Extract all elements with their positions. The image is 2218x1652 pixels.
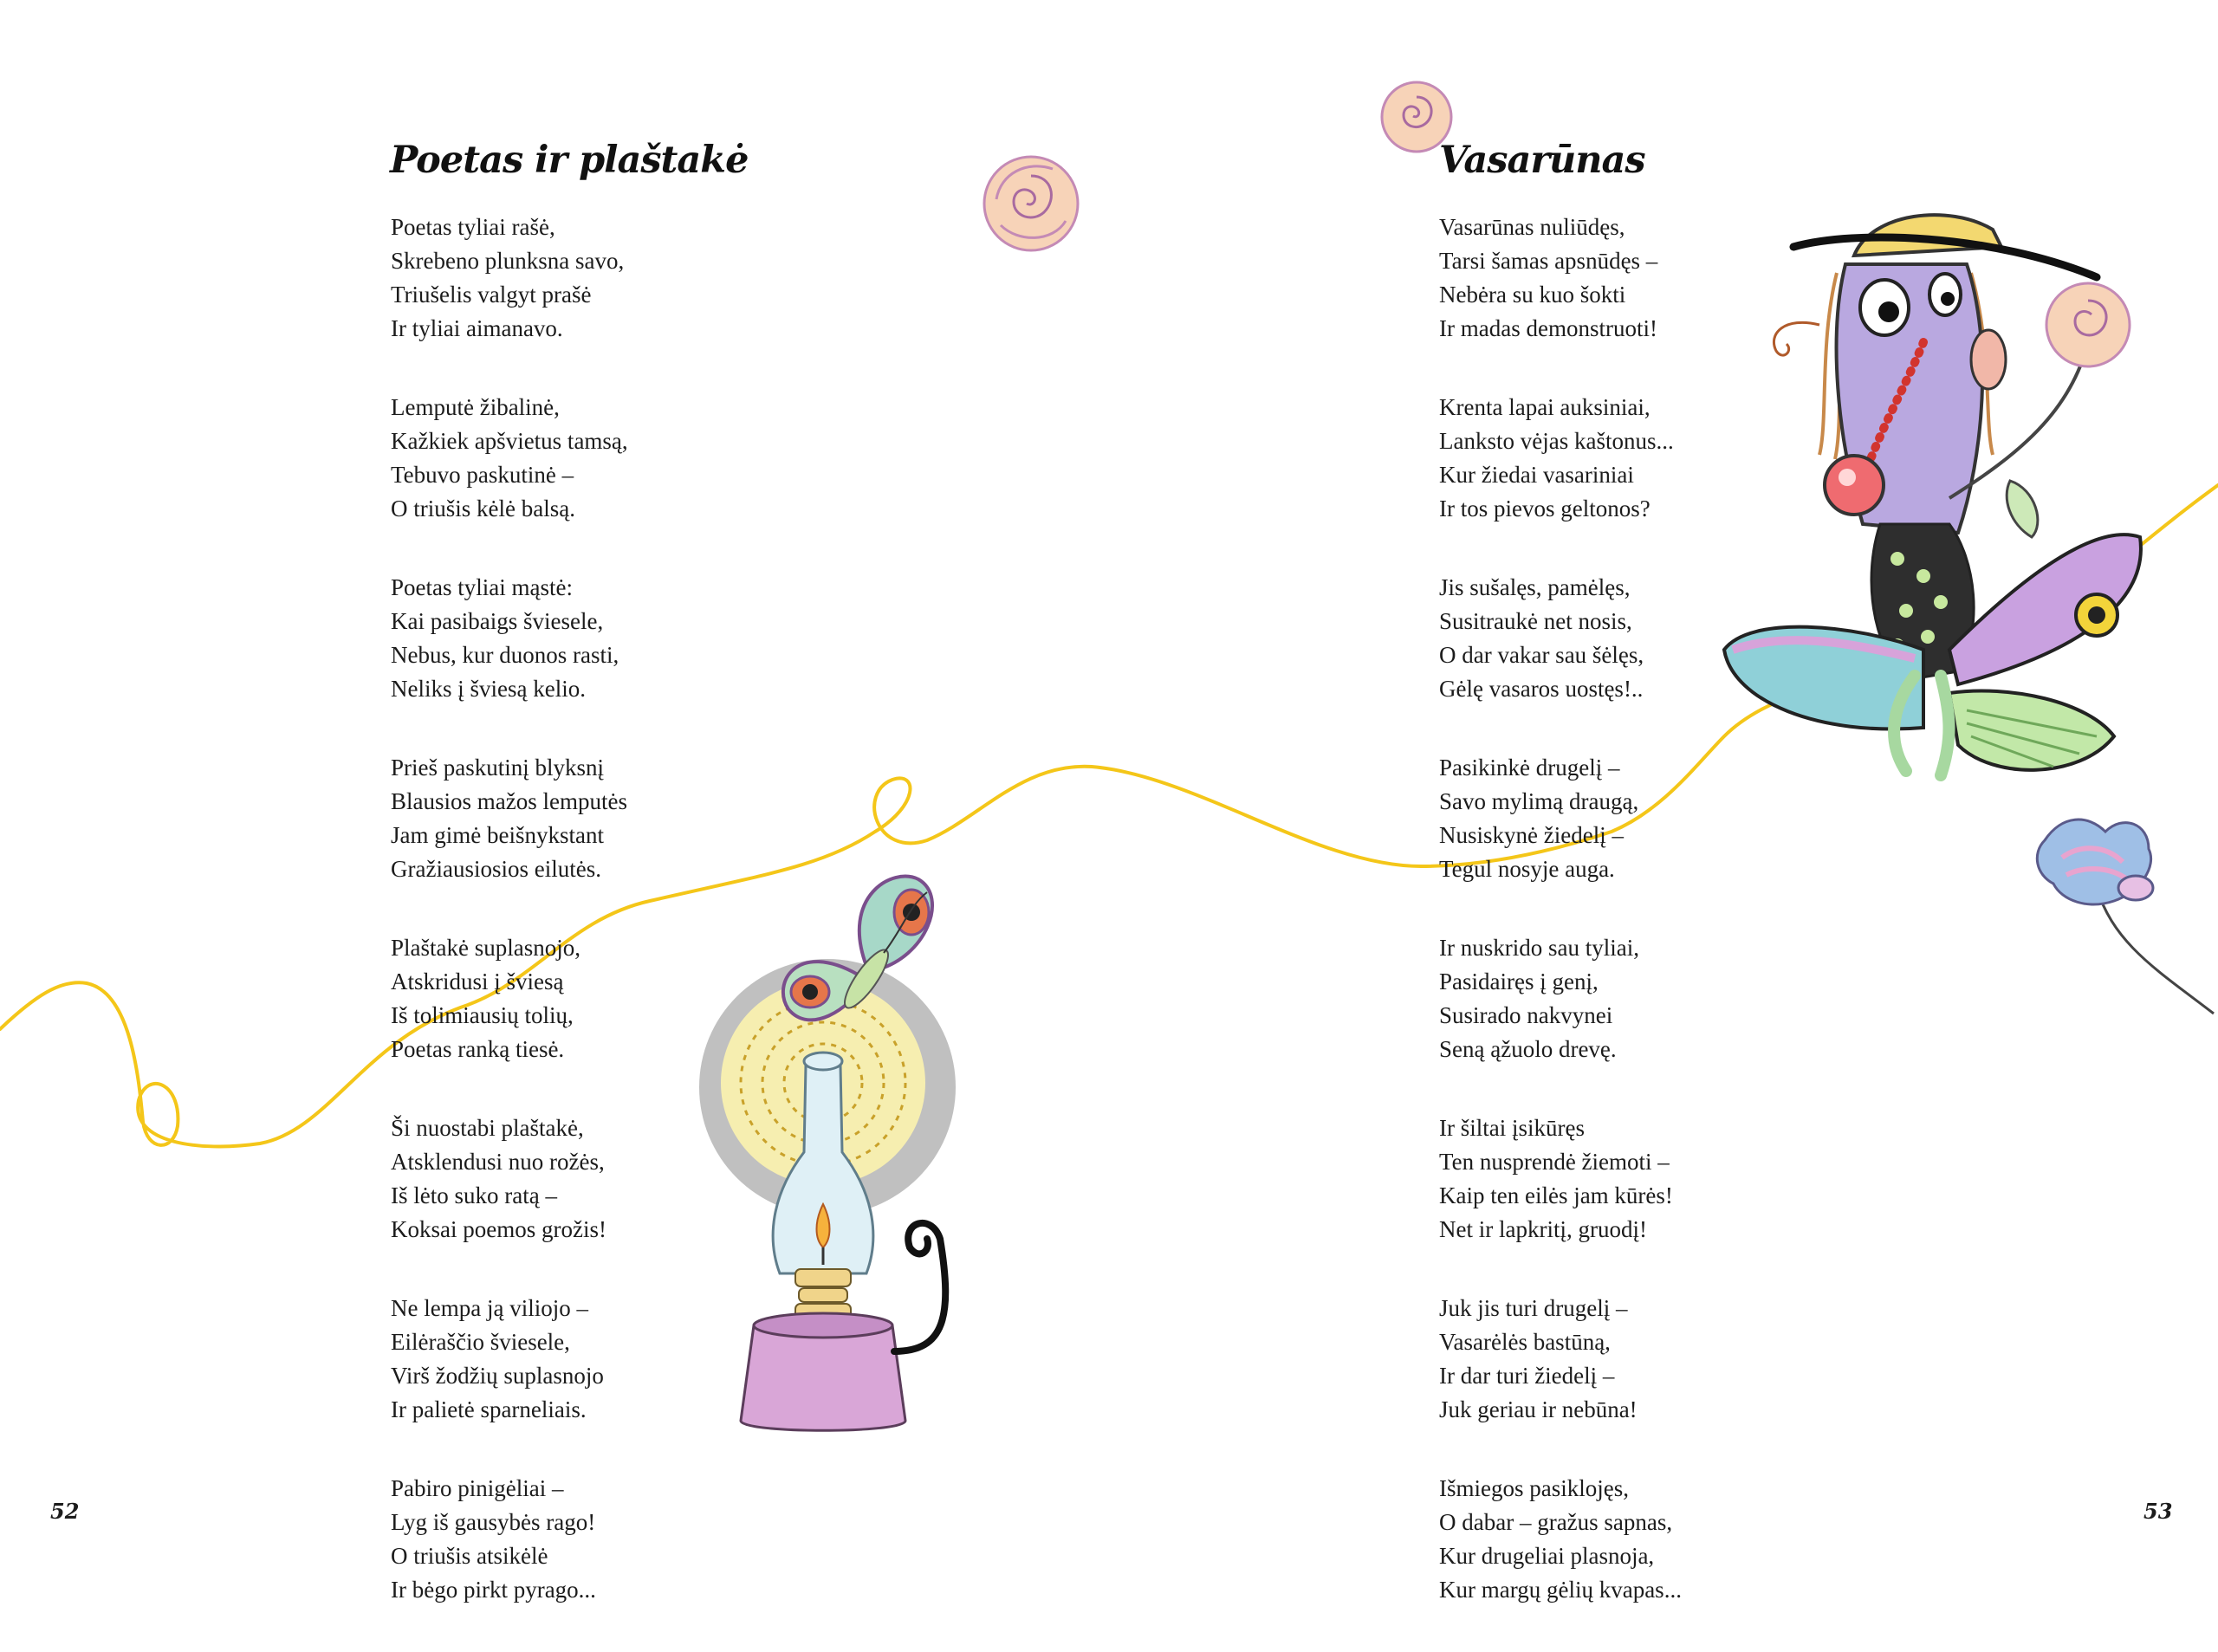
- poem-line: Ir bėgo pirkt pyrago...: [391, 1577, 596, 1603]
- poem-line: Ir dar turi žiedelį –: [1439, 1363, 1615, 1389]
- stanza: [1439, 931, 1682, 1066]
- poem-line: Eilėraščio šviesele,: [391, 1329, 570, 1355]
- poem-line: Atsklendusi nuo rožės,: [391, 1149, 605, 1175]
- poem-title-left: Poetas ir plaštakė: [390, 139, 749, 182]
- poem-line: Poetas ranką tiesė.: [391, 1036, 565, 1062]
- stanza: [1439, 751, 1682, 886]
- poem-line: Ten nusprendė žiemoti –: [1439, 1149, 1670, 1175]
- poem-line: Poetas tyliai rašė,: [391, 214, 555, 240]
- poem-line: O triušis kėlė balsą.: [391, 496, 575, 522]
- poem-line: Jis sušalęs, pamėlęs,: [1439, 574, 1631, 600]
- poem-line: Kažkiek apšvietus tamsą,: [391, 428, 628, 454]
- poem-line: Pasidairęs į genį,: [1439, 969, 1599, 994]
- blue-flower-icon: [2027, 806, 2218, 1022]
- page-number-right: 53: [2143, 1499, 2173, 1524]
- stanza: [1439, 211, 1682, 346]
- stanza: [391, 571, 628, 706]
- page-number-left: 52: [50, 1499, 80, 1524]
- rose-icon: [1378, 78, 1456, 156]
- poem-line: Skrebeno plunksna savo,: [391, 248, 625, 274]
- poem-title-right: Vasarūnas: [1439, 139, 1645, 182]
- poem-body-left: [391, 211, 628, 1652]
- poem-line: Net ir lapkritį, gruodį!: [1439, 1216, 1647, 1242]
- poem-line: Kai pasibaigs šviesele,: [391, 608, 604, 634]
- stanza: [391, 1472, 628, 1607]
- poem-line: Ir šiltai įsikūręs: [1439, 1115, 1585, 1141]
- poem-line: Pabiro pinigėliai –: [391, 1475, 564, 1501]
- poem-line: Ir tyliai aimanavo.: [391, 315, 563, 341]
- poem-line: Vasarėlės bastūną,: [1439, 1329, 1611, 1355]
- poem-line: Pasikinkė drugelį –: [1439, 755, 1620, 781]
- poem-line: Krenta lapai auksiniai,: [1439, 394, 1651, 420]
- poem-line: Tegul nosyje auga.: [1439, 856, 1615, 882]
- poem-line: Susitraukė net nosis,: [1439, 608, 1632, 634]
- poem-line: Savo mylimą draugą,: [1439, 788, 1639, 814]
- right-page: [1109, 0, 2218, 1603]
- poem-line: Neliks į šviesą kelio.: [391, 676, 586, 702]
- poem-line: Kur žiedai vasariniai: [1439, 462, 1634, 488]
- stanza: [1439, 1472, 1682, 1607]
- poem-line: Tarsi šamas apsnūdęs –: [1439, 248, 1658, 274]
- poem-line: Triušelis valgyt prašė: [391, 282, 592, 308]
- stanza: [391, 1111, 628, 1247]
- poem-line: Ir nuskrido sau tyliai,: [1439, 935, 1639, 961]
- poem-line: Išmiegos pasiklojęs,: [1439, 1475, 1629, 1501]
- poem-line: Gėlę vasaros uostęs!..: [1439, 676, 1644, 702]
- poem-line: Lanksto vėjas kaštonus...: [1439, 428, 1674, 454]
- poem-line: Plaštakė suplasnojo,: [391, 935, 580, 961]
- poem-line: Ši nuostabi plaštakė,: [391, 1115, 584, 1141]
- poem-line: Blausios mažos lemputės: [391, 788, 627, 814]
- stanza: [1439, 1292, 1682, 1427]
- poem-line: Tebuvo paskutinė –: [391, 462, 574, 488]
- poem-line: Iš lėto suko ratą –: [391, 1182, 557, 1208]
- poem-line: Susirado nakvynei: [1439, 1002, 1613, 1028]
- stanza: [391, 751, 628, 886]
- butterfly-icon: [1715, 520, 2166, 797]
- poem-line: Kur drugeliai plasnoja,: [1439, 1543, 1655, 1569]
- poem-line: Nebėra su kuo šokti: [1439, 282, 1626, 308]
- poem-line: Prieš paskutinį blyksnį: [391, 755, 605, 781]
- poem-line: Iš tolimiausių tolių,: [391, 1002, 574, 1028]
- poem-line: O triušis atsikėlė: [391, 1543, 548, 1569]
- stanza: [1439, 391, 1682, 526]
- poem-line: Nusiskynė žiedelį –: [1439, 822, 1624, 848]
- poem-line: Koksai poemos grožis!: [391, 1216, 606, 1242]
- stanza: [391, 931, 628, 1066]
- left-page: [0, 0, 1109, 1603]
- poem-line: O dar vakar sau šėlęs,: [1439, 642, 1644, 668]
- moth-icon: [762, 862, 970, 1061]
- poem-line: Jam gimė beišnykstant: [391, 822, 604, 848]
- poem-line: Kaip ten eilės jam kūrės!: [1439, 1182, 1673, 1208]
- poem-line: Poetas tyliai mąstė:: [391, 574, 573, 600]
- stanza: [391, 211, 628, 346]
- poem-line: Lyg iš gausybės rago!: [391, 1509, 596, 1535]
- poem-line: Juk geriau ir nebūna!: [1439, 1396, 1638, 1422]
- poem-line: Kur margų gėlių kvapas...: [1439, 1577, 1682, 1603]
- poem-line: Atskridusi į šviesą: [391, 969, 564, 994]
- poem-line: Seną ąžuolo drevę.: [1439, 1036, 1617, 1062]
- poem-line: Vasarūnas nuliūdęs,: [1439, 214, 1625, 240]
- poem-line: O dabar – gražus sapnas,: [1439, 1509, 1673, 1535]
- poem-line: Ir madas demonstruoti!: [1439, 315, 1657, 341]
- stanza: [391, 391, 628, 526]
- poem-line: Virš žodžių suplasnojo: [391, 1363, 604, 1389]
- poem-line: Ir tos pievos geltonos?: [1439, 496, 1651, 522]
- poem-line: Nebus, kur duonos rasti,: [391, 642, 619, 668]
- poem-line: Ir palietė sparneliais.: [391, 1396, 587, 1422]
- poem-body-right: [1439, 211, 1682, 1652]
- rose-icon: [979, 152, 1083, 256]
- stanza: [1439, 1111, 1682, 1247]
- stanza: [1439, 571, 1682, 706]
- stanza: [391, 1292, 628, 1427]
- poem-line: Juk jis turi drugelį –: [1439, 1295, 1628, 1321]
- poem-line: Lemputė žibalinė,: [391, 394, 560, 420]
- poem-line: Gražiausiosios eilutės.: [391, 856, 601, 882]
- poem-line: Ne lempa ją viliojo –: [391, 1295, 588, 1321]
